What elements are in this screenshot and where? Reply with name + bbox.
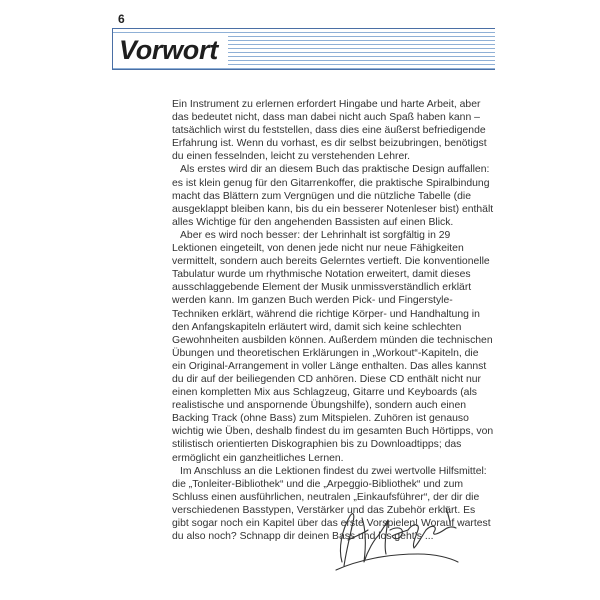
page-number: 6 (118, 12, 125, 26)
paragraph-2: Als erstes wird dir an diesem Buch das praktische Design auffallen: es ist klein genug für den Gitarrenkoffer, die praktische Spiralbindung macht das Blättern zum Vergnügen und die nützliche Tabelle (die ausgeklappt bleiben kann, bis du ein besserer Notenleser bist) enthält alles Wichtige für den angehenden Bassisten auf einen Blick. (172, 164, 494, 228)
page-title: Vorwort (119, 35, 218, 65)
body-text (172, 98, 494, 543)
paragraph-3: Aber es wird noch besser: der Lehrinhalt ist sorgfältig in 29 Lektionen eingeteilt, von denen jede nicht nur neue Fähigkeiten vermittelt, sondern auch bereits Gelerntes vertieft. Die konventionelle Tabulatur wurde um rhythmische Notation erweitert, damit dieses ausschlaggebende Element der Musik unmissverständlich erklärt werden kann. Im ganzen Buch werden Pick- und Fingerstyle-Techniken erklärt, während die richtige Körper- und Handhaltung in den Anfangskapiteln erläutert wird, damit sich keine schlechten Gewohnheiten ausbilden können. Außerdem münden die technischen Übungen und theoretischen Erklärungen in „Workout“-Kapiteln, die ein Original-Arrangement in voller Länge enthalten. Das alles kannst du dir auf der beiliegenden CD anhören. Diese CD enthält nicht nur einen kompletten Mix aus Schlagzeug, Gitarre und Keyboards (als realistische und anspornende Übungshilfe), sondern auch einen Backing Track (ohne Bass) zum Mitspielen. Zuhören ist genauso wichtig wie Üben, deshalb findest du im gesamten Buch Hörtipps, von stilistisch orientierten Diskographien bis zu Downloadtipps; das ermöglicht ein ganzheitliches Lernen. (172, 229, 494, 464)
title-background (113, 35, 228, 65)
paragraph-1: Ein Instrument zu erlernen erfordert Hingabe und harte Arbeit, aber das bedeutet nicht, dass man dabei nicht auch Spaß haben kann – tatsächlich wirst du feststellen, dass dies eine äußerst befriedigende Erfahrung ist. Wenn du vorhast, es dir selbst beizubringen, benötigst du einen fesselnden, leicht zu verstehenden Lehrer. (172, 99, 487, 163)
paragraph-4: Im Anschluss an die Lektionen findest du zwei wertvolle Hilfsmittel: die „Tonleiter-Bibliothek“ und die „Arpeggio-Bibliothek“ und zum Schluss einen ausführlichen, neutralen „Einkaufsführer“, der dir die verschiedenen Basstypen, Verstärker und das Zubehör erklärt. Es gibt sogar noch ein Kapitel über das erste Vorspielen! Worauf wartest du also noch? Schnapp dir deinen Bass und los geht’s ... (172, 465, 491, 543)
signature-icon (328, 500, 478, 580)
title-band (112, 28, 495, 70)
